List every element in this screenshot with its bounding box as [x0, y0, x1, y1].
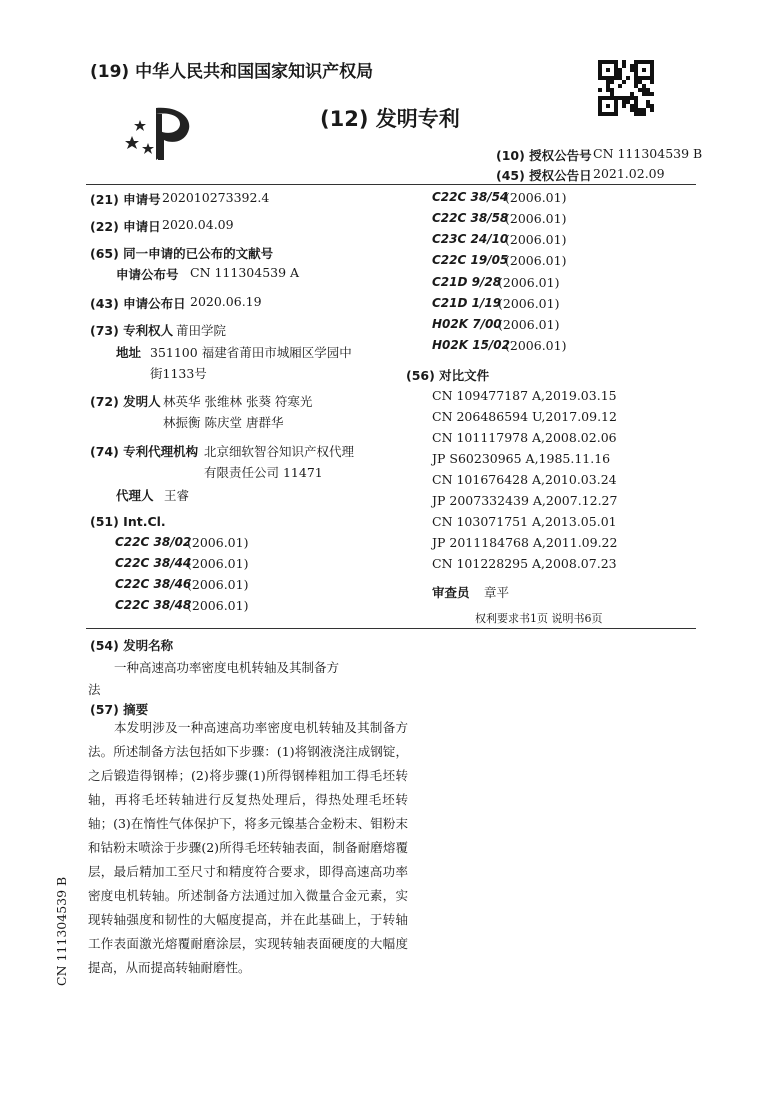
examiner: 章平 [484, 585, 510, 600]
title-label: (54) 发明名称 [90, 638, 174, 653]
grant-pub-no: CN 111304539 B [593, 146, 703, 161]
intcl-version: (2006.01) [187, 577, 249, 592]
citation-item: CN 103071751 A,2013.05.01 [432, 514, 617, 529]
citation-item: JP S60230965 A,1985.11.16 [432, 451, 611, 466]
app-date: 2020.04.09 [162, 217, 234, 232]
patentee-label: (73) 专利权人 [90, 323, 174, 338]
citation-item: JP 2007332439 A,2007.12.27 [432, 493, 618, 508]
cnipa-logo-icon [118, 100, 198, 162]
intcl-version: (2006.01) [505, 190, 567, 205]
address-label: 地址 [116, 345, 142, 360]
intcl-version: (2006.01) [498, 317, 560, 332]
intcl-code: C22C 38/02 [115, 535, 192, 549]
intcl-code: C22C 38/48 [115, 598, 192, 612]
intcl-version: (2006.01) [187, 535, 249, 550]
qr-code [598, 60, 654, 116]
pages-info: 权利要求书1页 说明书6页 [475, 612, 603, 625]
intcl-code: C21D 1/19 [432, 296, 502, 310]
intcl-version: (2006.01) [505, 253, 567, 268]
address-line-1: 351100 福建省莆田市城厢区学园中 [150, 345, 352, 360]
intcl-code: C22C 38/54 [432, 190, 509, 204]
agency-label: (74) 专利代理机构 [90, 444, 199, 459]
intcl-version: (2006.01) [187, 556, 249, 571]
intcl-code: C22C 38/58 [432, 211, 509, 225]
agency-line-2: 有限责任公司 11471 [204, 465, 323, 480]
citation-item: CN 109477187 A,2019.03.15 [432, 388, 617, 403]
side-publication-number: CN 111304539 B [54, 876, 69, 986]
abstract-text: 本发明涉及一种高速高功率密度电机转轴及其制备方法。所述制备方法包括如下步骤：(1)将钢液浇注成钢锭，之后锻造得钢棒；(2)将步骤(1)所得钢棒粗加工得毛坯转轴，再将毛坯转轴进行反复热处理后，得热处理毛坯转轴；(3)在惰性气体保护下，将多元镍基合金粉末、钼粉末和钴粉末喷涂于步骤(2)所得毛坯转轴表面，制备耐磨熔覆层，最后精加工至尺寸和精度符合要求，即得高速高功率密度电机转轴。所述制备方法通过加入微量合金元素，实现转轴强度和韧性的大幅度提高，并在此基础上，于转轴工作表面激光熔覆耐磨涂层，实现转轴表面硬度的大幅度提高，从而提高转轴耐磨性。 [88, 720, 408, 975]
examiner-label: 审查员 [432, 585, 470, 600]
intcl-version: (2006.01) [187, 598, 249, 613]
app-no-label: (21) 申请号 [90, 192, 161, 207]
address-line-2: 街1133号 [150, 366, 207, 381]
header-rule [86, 184, 696, 185]
intcl-code: C22C 19/05 [432, 253, 509, 267]
agent: 王睿 [164, 488, 190, 503]
intcl-code: C21D 9/28 [432, 275, 502, 289]
app-pub-date-label: (43) 申请公布日 [90, 296, 186, 311]
intcl-version: (2006.01) [505, 211, 567, 226]
inventors-line-1: 林英华 张维林 张葵 符寒光 [163, 394, 313, 409]
intcl-version: (2006.01) [505, 338, 567, 353]
app-no: 202010273392.4 [162, 190, 270, 205]
prior-pub-label: (65) 同一申请的已公布的文献号 [90, 246, 274, 261]
citation-item: CN 101228295 A,2008.07.23 [432, 556, 617, 571]
intcl-version: (2006.01) [505, 232, 567, 247]
intcl-code: C22C 38/46 [115, 577, 192, 591]
office-name: (19) 中华人民共和国国家知识产权局 [90, 62, 374, 82]
intcl-label: (51) Int.Cl. [90, 514, 166, 529]
abstract-label: (57) 摘要 [90, 702, 149, 717]
citation-item: CN 101117978 A,2008.02.06 [432, 430, 617, 445]
qr-module [650, 112, 654, 116]
grant-pub-no-label: (10) 授权公告号 [496, 148, 592, 163]
intcl-version: (2006.01) [498, 275, 560, 290]
app-date-label: (22) 申请日 [90, 219, 161, 234]
invention-title-line-2: 法 [88, 682, 101, 697]
document-type: (12) 发明专利 [320, 107, 460, 131]
intcl-code: H02K 15/02 [432, 338, 510, 352]
intcl-code: C22C 38/44 [115, 556, 192, 570]
app-pub-no-label: 申请公布号 [116, 267, 179, 282]
citation-item: CN 101676428 A,2010.03.24 [432, 472, 617, 487]
biblio-rule [86, 628, 696, 629]
agency-line-1: 北京细软智谷知识产权代理 [204, 444, 355, 459]
grant-pub-date-label: (45) 授权公告日 [496, 168, 592, 183]
citation-item: CN 206486594 U,2017.09.12 [432, 409, 617, 424]
intcl-code: H02K 7/00 [432, 317, 502, 331]
agent-label: 代理人 [116, 488, 154, 503]
citation-item: JP 2011184768 A,2011.09.22 [432, 535, 618, 550]
intcl-code: C23C 24/10 [432, 232, 509, 246]
intcl-version: (2006.01) [498, 296, 560, 311]
app-pub-no: CN 111304539 A [190, 265, 300, 280]
patentee: 莆田学院 [176, 323, 227, 338]
grant-pub-date: 2021.02.09 [593, 166, 665, 181]
inventors-label: (72) 发明人 [90, 394, 161, 409]
citations-label: (56) 对比文件 [406, 368, 490, 383]
invention-title-line-1: 一种高速高功率密度电机转轴及其制备方 [114, 660, 340, 675]
inventors-line-2: 林振衡 陈庆堂 唐群华 [163, 415, 284, 430]
app-pub-date: 2020.06.19 [190, 294, 262, 309]
